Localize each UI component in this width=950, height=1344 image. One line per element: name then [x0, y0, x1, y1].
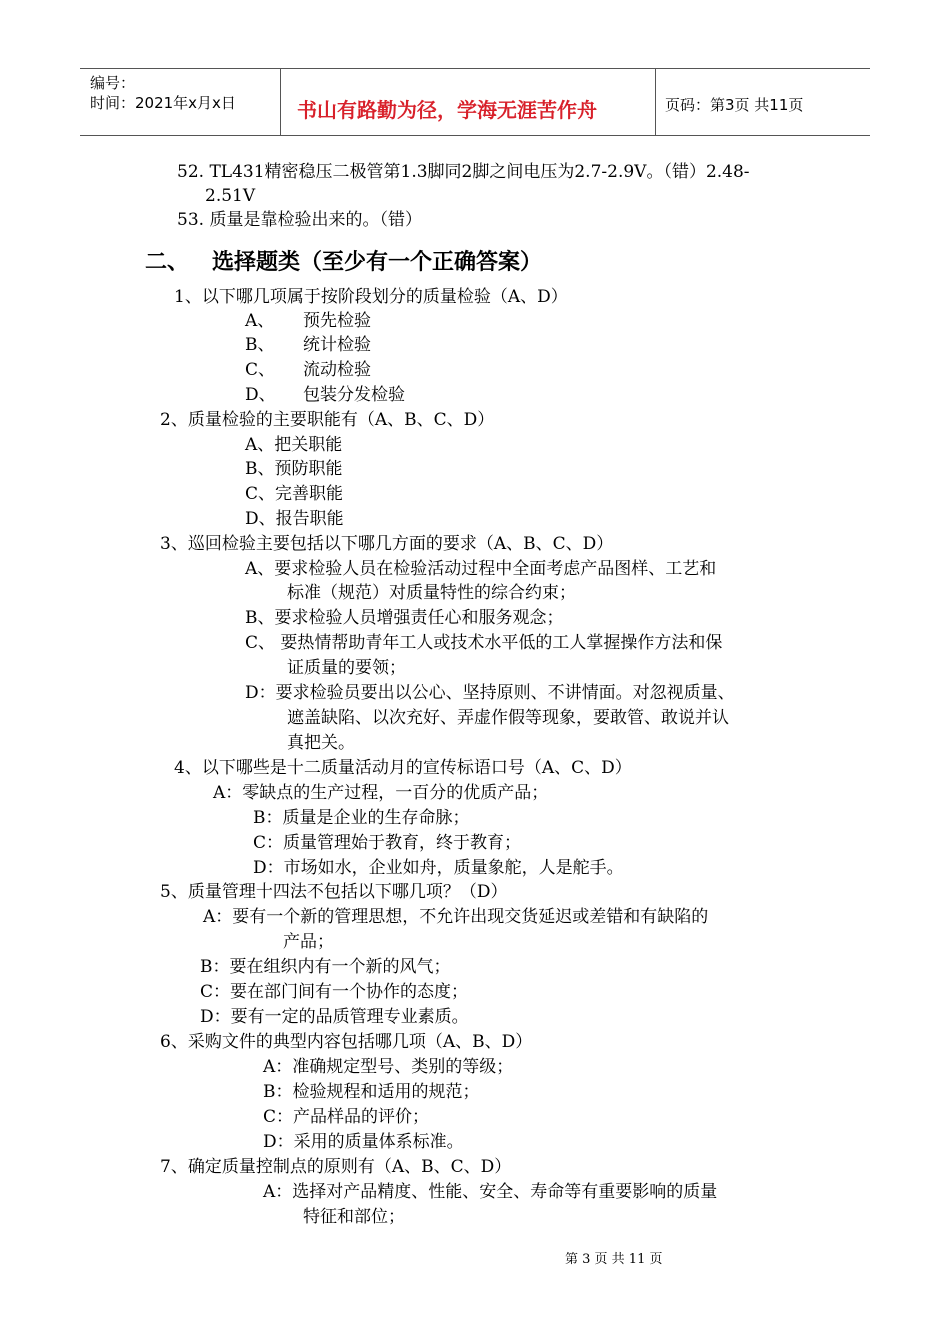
time-label: 时间：2021年x月x日 [90, 94, 236, 112]
q52-line1: 52. TL431精密稳压二极管第1.3脚同2脚之间电压为2.7-2.9V。（错）2.48- [177, 162, 750, 182]
header-divider-left [280, 68, 281, 136]
q5-question: 5、质量管理十四法不包括以下哪几项？（D） [160, 882, 508, 902]
header-divider-right [655, 68, 656, 136]
q3-option-d-line1: D：要求检验员要出以公心、坚持原则、不讲情面。对忽视质量、 [245, 683, 735, 703]
q3-option-a-line1: A、要求检验人员在检验活动过程中全面考虑产品图样、工艺和 [245, 559, 717, 579]
q5-option-a-line1: A：要有一个新的管理思想，不允许出现交货延迟或差错和有缺陷的 [203, 907, 709, 927]
q3-question: 3、巡回检验主要包括以下哪几方面的要求（A、B、C、D） [160, 534, 614, 554]
q2-option-a: A、把关职能 [245, 435, 343, 455]
section-title: 选择题类（至少有一个正确答案） [212, 250, 543, 275]
q5-option-d: D：要有一定的品质管理专业素质。 [200, 1007, 469, 1027]
q6-option-d: D：采用的质量体系标准。 [263, 1132, 464, 1152]
q1-option-d-label: D、 [245, 385, 276, 405]
q7-option-a-line2: 特征和部位； [303, 1207, 405, 1227]
q7-question: 7、确定质量控制点的原则有（A、B、C、D） [160, 1157, 512, 1177]
footer-page-number: 第 3 页 共 11 页 [565, 1252, 663, 1267]
q4-option-c: C：质量管理始于教育，终于教育； [253, 833, 522, 853]
q3-option-c-line2: 证质量的要领； [287, 658, 406, 678]
q4-question: 4、以下哪些是十二质量活动月的宣传标语口号（A、C、D） [174, 758, 632, 778]
q1-option-c-text: 流动检验 [303, 360, 371, 380]
q2-option-c: C、完善职能 [245, 484, 344, 504]
q6-question: 6、采购文件的典型内容包括哪几项（A、B、D） [160, 1032, 533, 1052]
section-number: 二、 [145, 250, 190, 275]
q3-option-b: B、要求检验人员增强责任心和服务观念； [245, 608, 564, 628]
q3-option-c-line1: C、 要热情帮助青年工人或技术水平低的工人掌握操作方法和保 [245, 633, 723, 653]
q1-option-b-text: 统计检验 [303, 335, 371, 355]
q1-option-a-text: 预先检验 [303, 311, 371, 331]
q3-option-d-line3: 真把关。 [287, 733, 355, 753]
q7-option-a-line1: A：选择对产品精度、性能、安全、寿命等有重要影响的质量 [263, 1182, 718, 1202]
q5-option-a-line2: 产品； [283, 932, 334, 952]
q2-option-b: B、预防职能 [245, 459, 343, 479]
q6-option-a: A：准确规定型号、类别的等级； [263, 1057, 514, 1077]
q1-option-b-label: B、 [245, 335, 275, 355]
q5-option-c: C：要在部门间有一个协作的态度； [200, 982, 469, 1002]
q5-option-b: B：要在组织内有一个新的风气； [200, 957, 451, 977]
q6-option-b: B：检验规程和适用的规范； [263, 1082, 480, 1102]
header-bottom-rule [80, 135, 870, 136]
q6-option-c: C：产品样品的评价； [263, 1107, 430, 1127]
q4-option-d: D：市场如水，企业如舟，质量象舵，人是舵手。 [253, 858, 624, 878]
page-info: 页码：第3页 共11页 [665, 96, 804, 114]
q1-option-a-label: A、 [245, 311, 275, 331]
q2-option-d: D、报告职能 [245, 509, 344, 529]
q4-option-a: A：零缺点的生产过程，一百分的优质产品； [213, 783, 549, 803]
q53: 53. 质量是靠检验出来的。（错） [177, 210, 422, 230]
q52-line2: 2.51V [205, 186, 256, 206]
q2-question: 2、质量检验的主要职能有（A、B、C、D） [160, 410, 495, 430]
q4-option-b: B：质量是企业的生存命脉； [253, 808, 470, 828]
q1-option-c-label: C、 [245, 360, 276, 380]
q1-option-d-text: 包装分发检验 [303, 385, 405, 405]
serial-label: 编号： [90, 74, 136, 92]
q3-option-a-line2: 标准（规范）对质量特性的综合约束； [287, 583, 576, 603]
header-motto: 书山有路勤为径，学海无涯苦作舟 [297, 98, 597, 122]
q1-question: 1、以下哪几项属于按阶段划分的质量检验（A、D） [174, 287, 568, 307]
q3-option-d-line2: 遮盖缺陷、以次充好、弄虚作假等现象，要敢管、敢说并认 [287, 708, 729, 728]
header-top-rule [80, 68, 870, 69]
